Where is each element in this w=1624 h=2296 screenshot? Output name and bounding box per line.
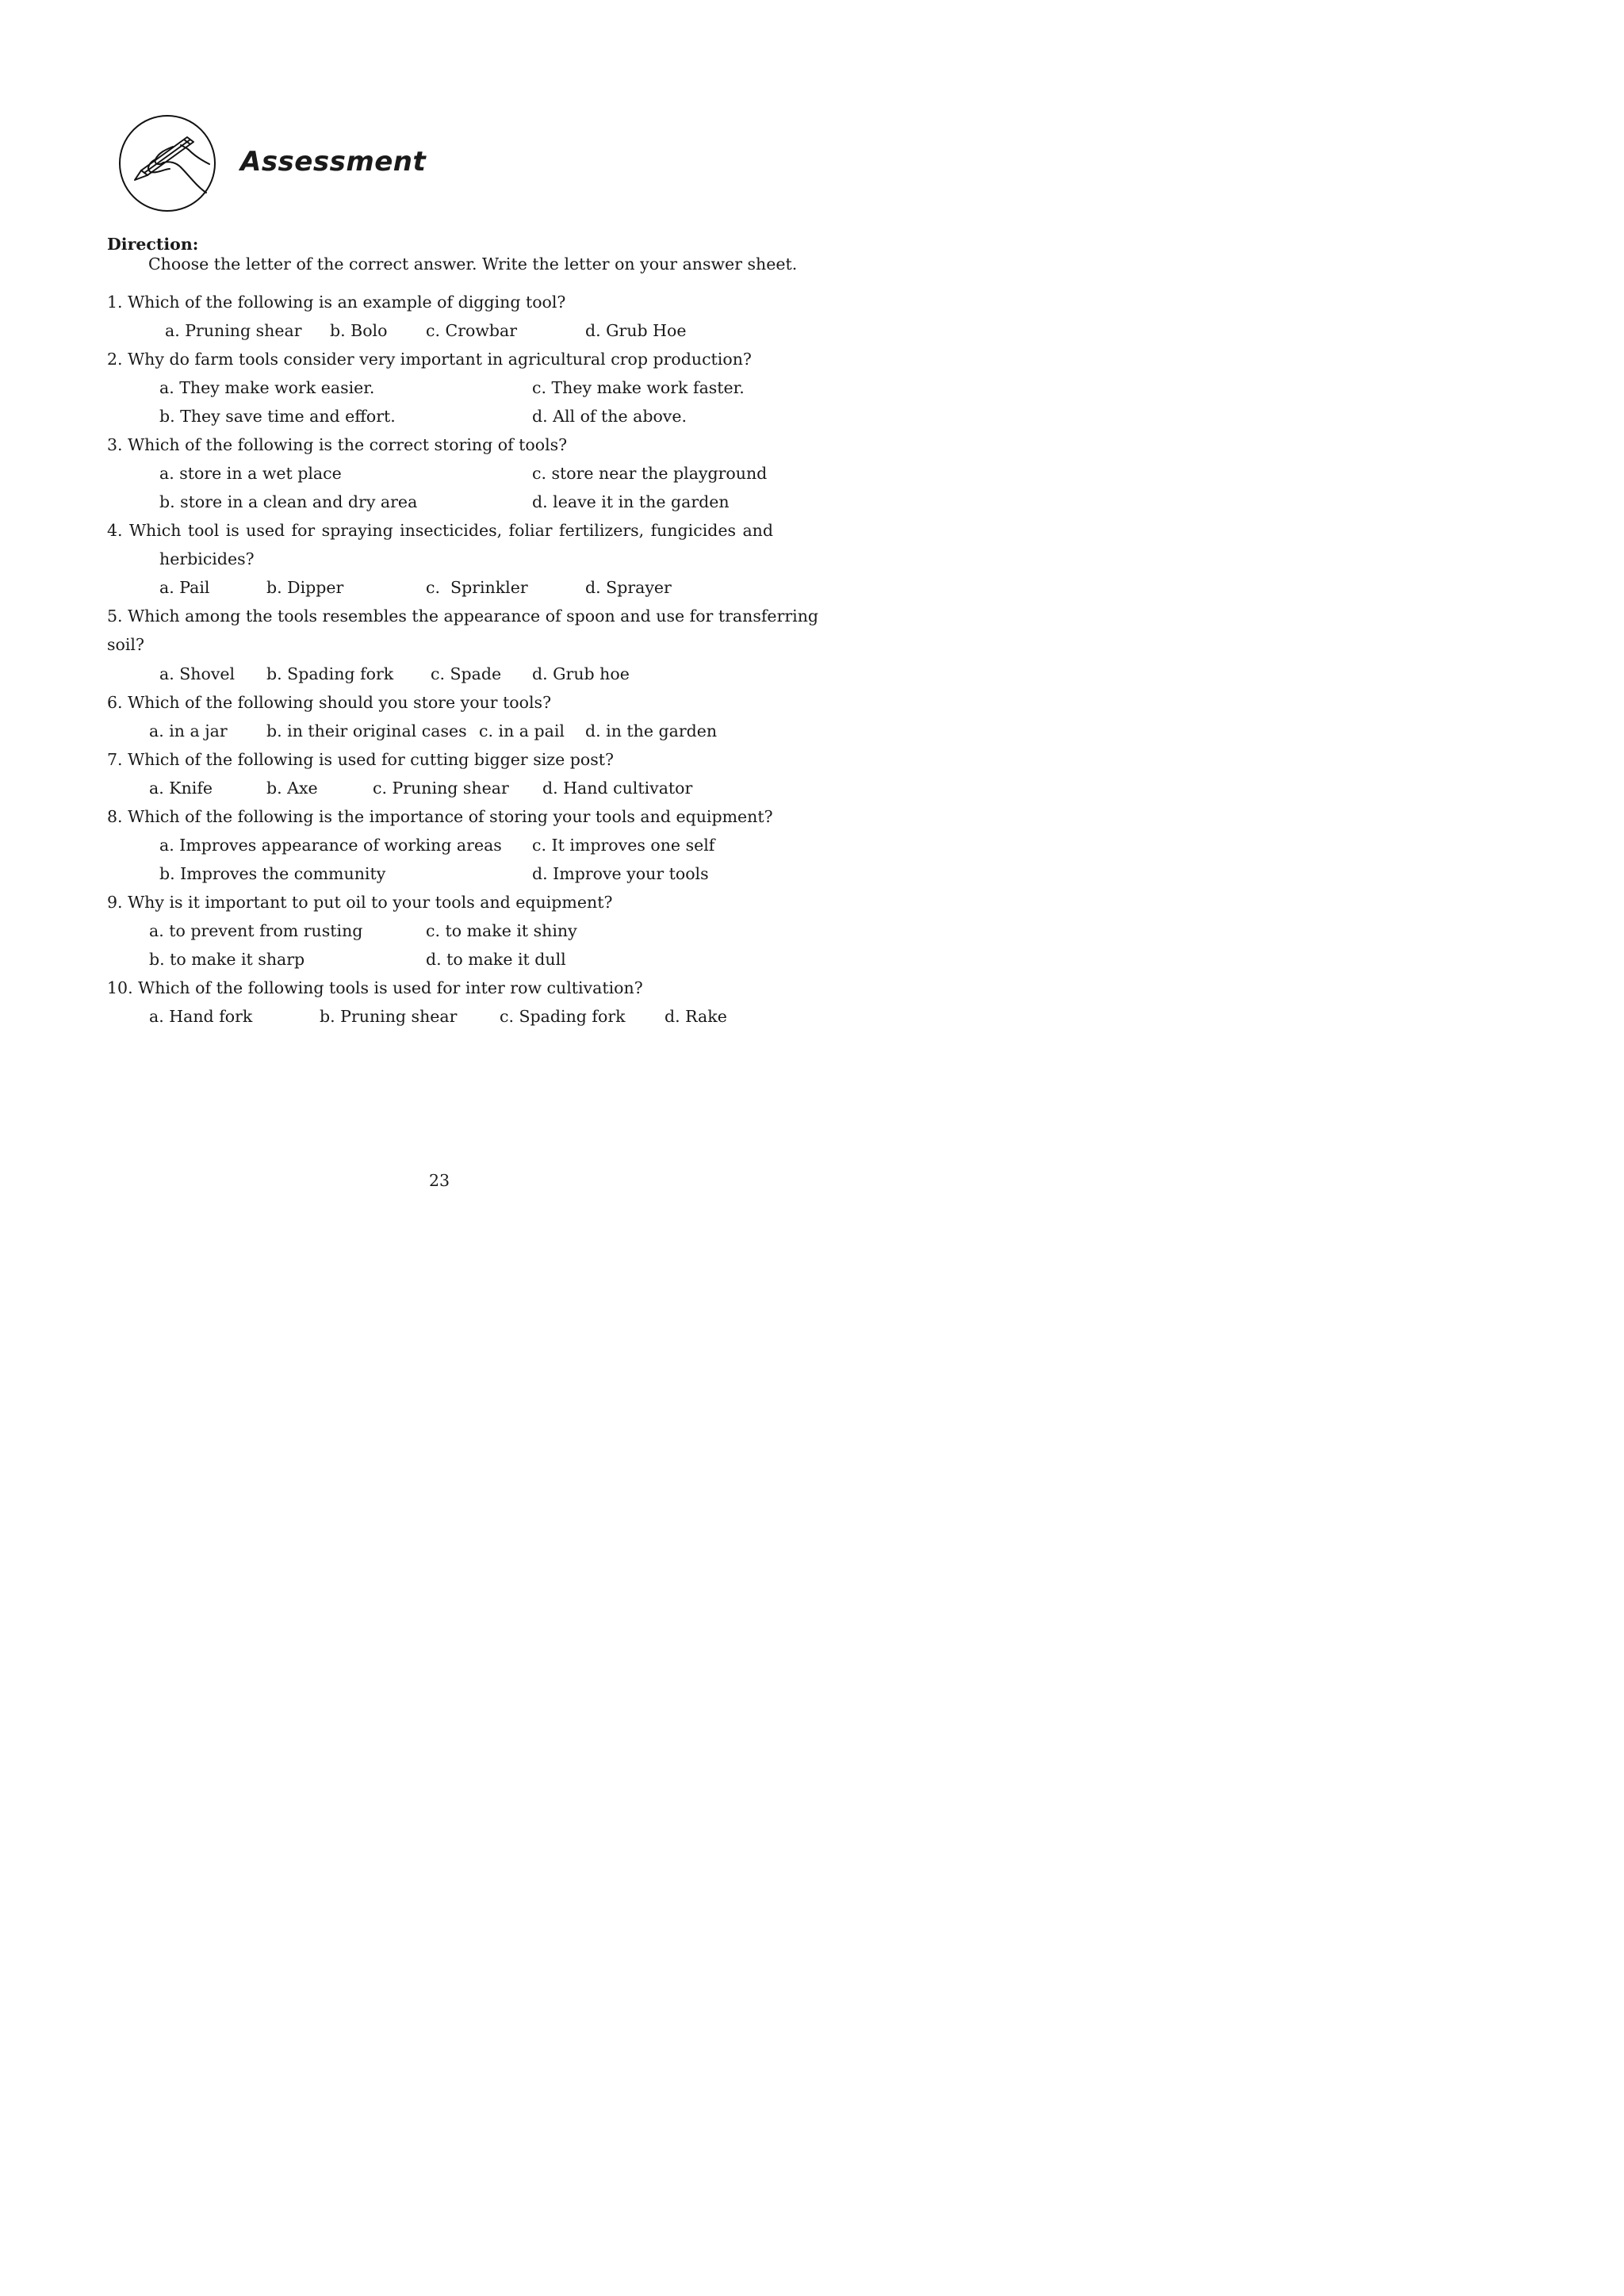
q5-option-a: a. Shovel xyxy=(159,664,236,683)
q7-option-c: c. Pruning shear xyxy=(373,779,509,798)
q1-option-c: c. Crowbar xyxy=(426,321,518,340)
question-4 xyxy=(107,521,773,540)
q3-option-b: b. store in a clean and dry area xyxy=(159,492,418,511)
q4-word: used xyxy=(246,521,285,540)
q8-option-a: a. Improves appearance of working areas xyxy=(159,836,502,855)
question-10: 10. Which of the following tools is used for inter row cultivation? xyxy=(107,978,643,997)
q7-option-d: d. Hand cultivator xyxy=(542,779,693,798)
hand-writing-pencil-icon xyxy=(117,113,217,213)
q3-option-c: c. store near the playground xyxy=(532,464,768,483)
q4-word: and xyxy=(742,521,773,540)
q9-option-d: d. to make it dull xyxy=(426,950,566,969)
page-title: Assessment xyxy=(240,146,427,178)
question-8: 8. Which of the following is the importance of storing your tools and equipment? xyxy=(107,807,773,826)
q2-option-a: a. They make work easier. xyxy=(159,378,375,397)
q6-option-d: d. in the garden xyxy=(585,721,718,740)
q4-word: tool xyxy=(187,521,220,540)
q4-option-c: c. Sprinkler xyxy=(426,578,528,597)
q4-word: spraying xyxy=(321,521,393,540)
q7-option-a: a. Knife xyxy=(149,779,213,798)
q5-option-c: c. Spade xyxy=(431,664,502,683)
question-1: 1. Which of the following is an example of digging tool? xyxy=(107,293,566,312)
q6-option-c: c. in a pail xyxy=(479,721,565,740)
question-4-continued: herbicides? xyxy=(159,549,255,568)
q4-option-d: d. Sprayer xyxy=(585,578,672,597)
q1-option-d: d. Grub Hoe xyxy=(585,321,687,340)
q4-word: is xyxy=(225,521,239,540)
q3-option-a: a. store in a wet place xyxy=(159,464,342,483)
q5-option-d: d. Grub hoe xyxy=(532,664,630,683)
q9-option-c: c. to make it shiny xyxy=(426,921,577,940)
direction-text: Choose the letter of the correct answer. Write the letter on your answer sheet. xyxy=(148,254,798,274)
q4-word: fertilizers, xyxy=(558,521,645,540)
q8-option-d: d. Improve your tools xyxy=(532,864,709,883)
question-2: 2. Why do farm tools consider very important in agricultural crop production? xyxy=(107,350,752,369)
q10-option-b: b. Pruning shear xyxy=(320,1007,458,1026)
q4-word: 4. xyxy=(107,521,123,540)
question-5-continued: soil? xyxy=(107,635,144,654)
q4-word: for xyxy=(291,521,316,540)
q2-option-d: d. All of the above. xyxy=(532,407,688,426)
q8-option-b: b. Improves the community xyxy=(159,864,386,883)
q3-option-d: d. leave it in the garden xyxy=(532,492,730,511)
q2-option-c: c. They make work faster. xyxy=(532,378,745,397)
q4-word: Which xyxy=(128,521,182,540)
q6-option-b: b. in their original cases xyxy=(266,721,467,740)
q10-option-c: c. Spading fork xyxy=(500,1007,626,1026)
q4-word: foliar xyxy=(508,521,553,540)
q1-option-b: b. Bolo xyxy=(330,321,388,340)
question-3: 3. Which of the following is the correct storing of tools? xyxy=(107,435,568,454)
q6-option-a: a. in a jar xyxy=(149,721,228,740)
q2-option-b: b. They save time and effort. xyxy=(159,407,396,426)
question-7: 7. Which of the following is used for cutting bigger size post? xyxy=(107,750,614,769)
q8-option-c: c. It improves one self xyxy=(532,836,715,855)
q7-option-b: b. Axe xyxy=(266,779,318,798)
q4-word: fungicides xyxy=(650,521,737,540)
q5-option-b: b. Spading fork xyxy=(266,664,394,683)
page-number: 23 xyxy=(429,1171,450,1190)
q10-option-a: a. Hand fork xyxy=(149,1007,253,1026)
q4-word: insecticides, xyxy=(400,521,503,540)
q4-option-a: a. Pail xyxy=(159,578,210,597)
question-5: 5. Which among the tools resembles the appearance of spoon and use for transferring xyxy=(107,607,819,626)
q4-option-b: b. Dipper xyxy=(266,578,344,597)
q9-option-a: a. to prevent from rusting xyxy=(149,921,363,940)
question-9: 9. Why is it important to put oil to your tools and equipment? xyxy=(107,893,613,912)
direction-label: Direction: xyxy=(107,235,199,254)
q1-option-a: a. Pruning shear xyxy=(165,321,302,340)
q10-option-d: d. Rake xyxy=(665,1007,727,1026)
q9-option-b: b. to make it sharp xyxy=(149,950,305,969)
question-6: 6. Which of the following should you store your tools? xyxy=(107,693,552,712)
